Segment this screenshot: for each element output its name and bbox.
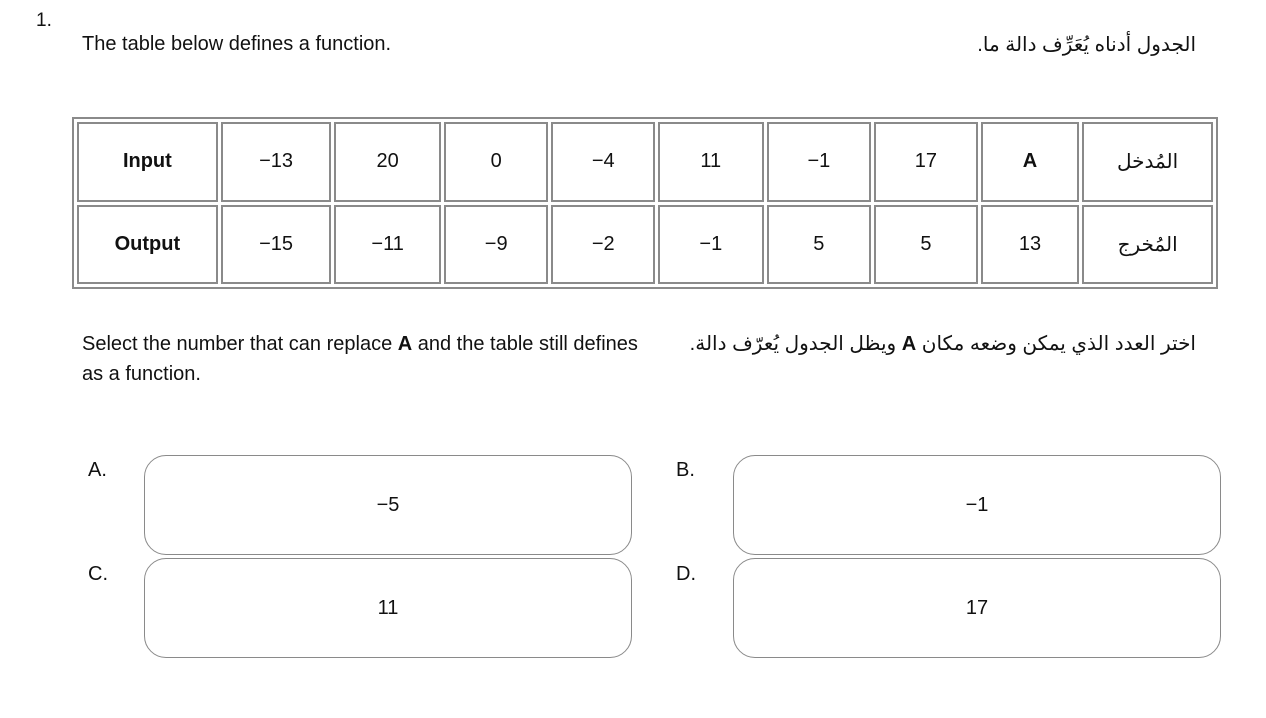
input-cell: 11 [658,122,764,202]
output-row [77,205,1213,285]
option-c-button[interactable]: 11 [144,558,632,658]
prompt-ar-bold: A [901,333,917,355]
output-cell: −9 [444,205,549,285]
option-a-button[interactable]: −5 [144,455,632,555]
prompt-ar-part: اختر العدد الذي يمكن وضعه مكان [916,333,1196,355]
output-cell: 5 [874,205,978,285]
output-cell: 13 [981,205,1080,285]
input-cell: 17 [874,122,978,202]
prompt-en-bold: A [397,333,413,355]
output-cell: −2 [551,205,655,285]
prompt-text-arabic [636,329,1196,359]
intro-text-english: The table below defines a function. [82,33,392,55]
option-d-button[interactable]: 17 [733,558,1221,658]
output-label-arabic: المُخرج [1082,205,1213,285]
input-label: Input [77,122,218,202]
output-cell: −1 [658,205,764,285]
prompt-ar-part: ويظل الجدول يُعرّف دالة. [689,333,902,355]
prompt-en-part: and the table still defines as a function. [82,333,638,385]
input-cell: −1 [767,122,872,202]
option-b-button[interactable]: −1 [733,455,1221,555]
output-cell: −11 [334,205,441,285]
output-cell: 5 [767,205,872,285]
question-number: 1. [36,10,52,31]
option-c-letter: C. [88,563,108,585]
input-label-arabic: المُدخل [1082,122,1213,202]
input-cell: −13 [221,122,332,202]
input-row [77,122,1213,202]
intro-text-arabic: الجدول أدناه يُعَرِّف دالة ما. [977,34,1196,56]
option-d-letter: D. [676,563,696,585]
output-cell: −15 [221,205,332,285]
input-cell-unknown: A [981,122,1080,202]
prompt-text-english [82,329,642,389]
input-cell: 20 [334,122,441,202]
input-cell: −4 [551,122,655,202]
output-label: Output [77,205,218,285]
input-cell: 0 [444,122,549,202]
option-a-letter: A. [88,459,107,481]
option-b-letter: B. [676,459,695,481]
function-table [72,117,1218,289]
prompt-en-part: Select the number that can replace [82,333,398,355]
